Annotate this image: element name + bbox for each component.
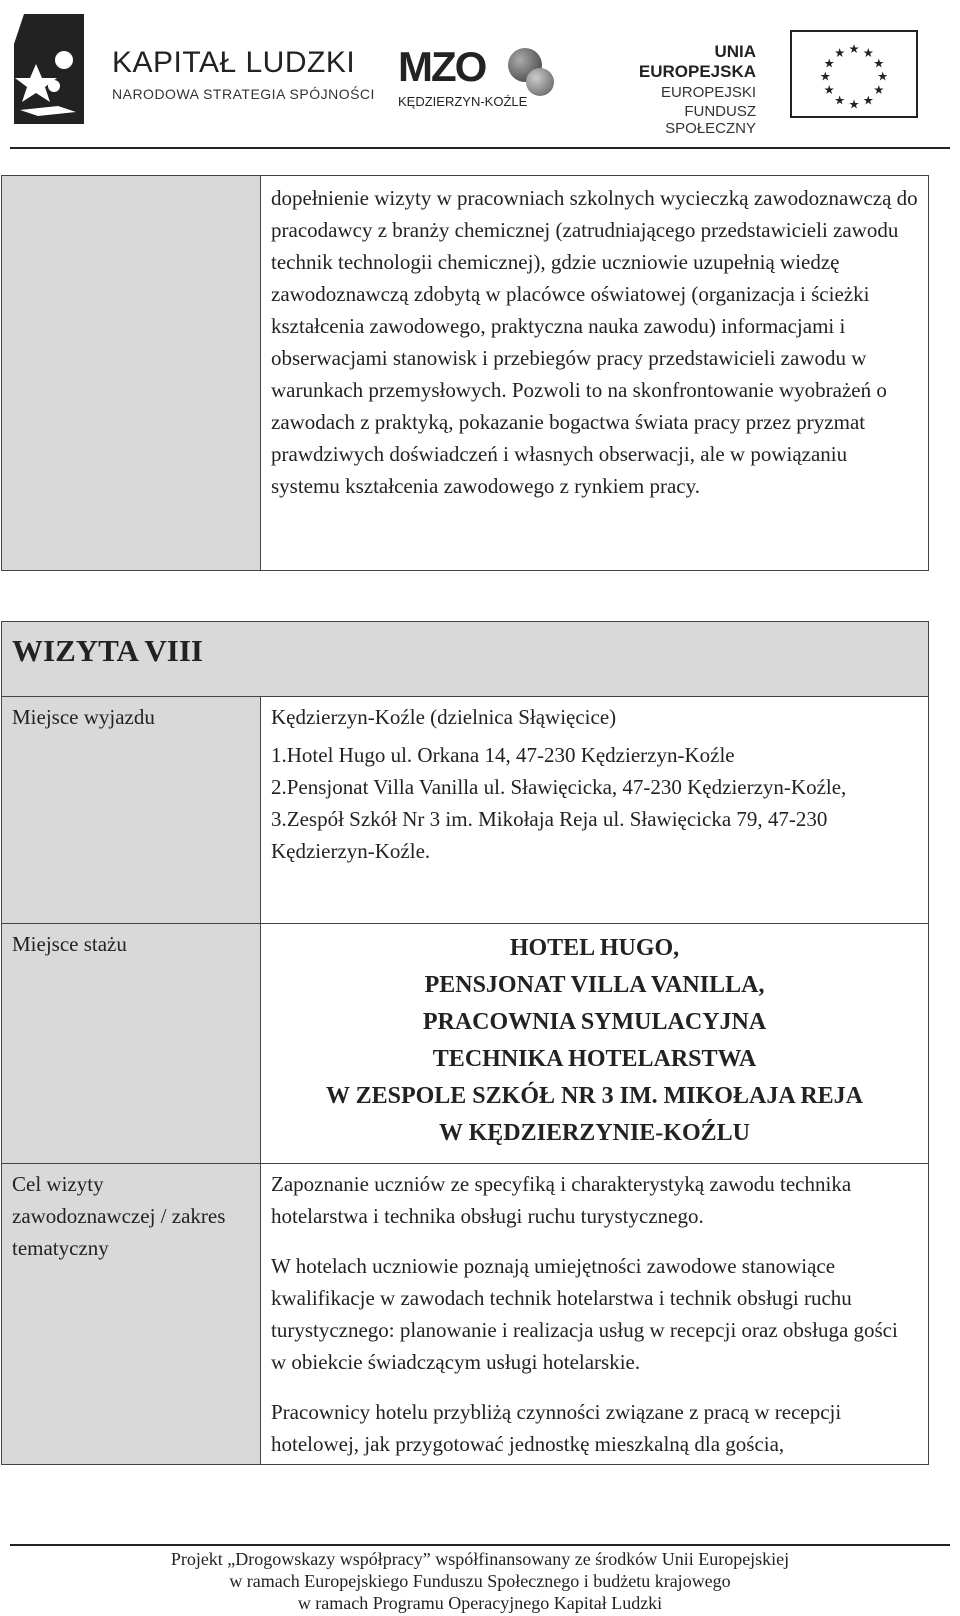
goal-paragraph: Zapoznanie uczniów ze specyfiką i charakterystyką zawodu technika hotelarstwa i technika obsługi ruchu turystycznego. (271, 1172, 852, 1228)
svg-text:★: ★ (877, 68, 889, 84)
visit-title-row (2, 622, 929, 697)
mzo-ball-icon (526, 68, 554, 96)
goal-label-cell (2, 1164, 261, 1465)
departure-label-cell (2, 697, 261, 924)
footer-line: Projekt „Drogowskazy współpracy” współfinansowany ze środków Unii Europejskiej (170, 1549, 790, 1569)
visit-table (1, 621, 929, 1465)
footer-line: w ramach Europejskiego Funduszu Społecznego i budżetu krajowego (229, 1571, 731, 1591)
goal-paragraph: W hotelach uczniowie poznają umiejętności zawodowe stanowiące kwalifikacje w zawodach technik hotelarstwa i technik obsługi ruchu turystycznego: planowanie i realizacja usług w recepcji oraz obsługa gości w obiekcie świadczącym usługi hotelarskie. (271, 1254, 898, 1374)
kapital-ludzki-text (112, 48, 375, 102)
departure-row (2, 697, 929, 924)
departure-value: Kędzierzyn-Koźle (dzielnica Słąwięcice) (271, 705, 617, 729)
internship-line: HOTEL HUGO, (509, 935, 680, 961)
svg-text:★: ★ (834, 44, 846, 60)
header-divider (10, 147, 950, 149)
continuation-label-cell (2, 176, 261, 571)
mzo-logo-text: MZO (398, 43, 486, 90)
svg-text:★: ★ (819, 68, 831, 84)
address-item: 2.Pensjonat Villa Vanilla ul. Sławięcicka, 47-230 Kędzierzyn-Koźle, (271, 775, 847, 799)
address-item: 3.Zespół Szkół Nr 3 im. Mikołaja Reja ul. Sławięcicka 79, 47-230 Kędzierzyn-Koźle. (271, 807, 828, 863)
internship-line: W ZESPOLE SZKÓŁ NR 3 IM. MIKOŁAJA REJA (326, 1083, 863, 1109)
svg-text:★: ★ (873, 82, 885, 98)
internship-line: PRACOWNIA SYMULACYJNA (422, 1009, 767, 1035)
continuation-table (1, 175, 929, 571)
eu-flag-icon (790, 30, 918, 118)
visit-title: WIZYTA VIII (12, 633, 203, 668)
internship-label-cell (2, 924, 261, 1164)
goal-paragraph: Pracownicy hotelu przybliżą czynności związane z pracą w recepcji hotelowej, jak przygotować jednostkę mieszkalną dla gościa, (271, 1400, 842, 1456)
svg-text:★: ★ (862, 44, 874, 60)
departure-value-cell (261, 697, 929, 924)
eu-title: UNIA EUROPEJSKA (638, 42, 756, 81)
internship-line: W KĘDZIERZYNIE-KOŹLU (439, 1120, 750, 1146)
footer-line: w ramach Programu Operacyjnego Kapitał Ludzki (297, 1593, 663, 1613)
eu-fund-line1: EUROPEJSKI (660, 84, 756, 101)
goal-text (261, 1164, 928, 1464)
goal-row (2, 1164, 929, 1465)
kapital-ludzki-title: KAPITAŁ LUDZKI (112, 46, 356, 79)
svg-text:★: ★ (862, 92, 874, 108)
internship-row (2, 924, 929, 1164)
svg-text:★: ★ (823, 55, 835, 71)
svg-text:★: ★ (823, 82, 835, 98)
footer-divider (10, 1544, 950, 1546)
continuation-text: dopełnienie wizyty w pracowniach szkolnych wycieczką zawodoznawczą do pracodawcy z branży chemicznej (zatrudniającego przedstawicieli zawodu technik technologii chemicznej), gdzie uczniowie uzupełnią wiedzę zawodoznawczą zdobytą w placówce oświatowej (organizacja i ścieżki kształcenia zawodowego, praktyczna nauka zawodu) informacjami i obserwacjami stanowisk i przebiegów pracy przedstawicieli zawodu w warunkach przemysłowych. Pozwoli to na skonfrontowanie wyobrażeń o zawodach z praktyką, pokazanie bogactwa świata pracy przez pryzmat prawdziwych doświadczeń i własnych obserwacji, ale w powiązaniu systemu kształcenia zawodowego z rynkiem pracy. (271, 186, 918, 498)
goal-value-cell (261, 1164, 929, 1465)
internship-label: Miejsce stażu (12, 932, 127, 956)
eu-fund-line2: FUNDUSZ SPOŁECZNY (665, 103, 756, 137)
svg-text:★: ★ (848, 96, 860, 112)
svg-text:★: ★ (848, 41, 860, 56)
visit-title-cell (2, 622, 929, 697)
internship-line: TECHNIKA HOTELARSTWA (432, 1046, 757, 1072)
internship-line: PENSJONAT VILLA VANILLA, (424, 972, 765, 998)
mzo-logo (398, 43, 568, 116)
internship-places (261, 924, 928, 1158)
continuation-row (2, 176, 929, 571)
goal-label: Cel wizyty zawodoznawczej / zakres tematyczny (12, 1172, 226, 1260)
page-footer (0, 1548, 960, 1614)
continuation-text-cell (261, 176, 929, 571)
address-list (261, 737, 928, 867)
kapital-ludzki-logo-icon (14, 14, 84, 124)
svg-text:★: ★ (873, 55, 885, 71)
mzo-city: KĘDZIERZYN-KOŹLE (398, 94, 528, 109)
page-header (0, 0, 960, 150)
departure-label: Miejsce wyjazdu (12, 705, 155, 729)
address-item: 1.Hotel Hugo ul. Orkana 14, 47-230 Kędzierzyn-Koźle (271, 743, 735, 767)
eu-text (600, 42, 756, 137)
kapital-ludzki-subtitle: NARODOWA STRATEGIA SPÓJNOŚCI (112, 86, 375, 102)
internship-value-cell (261, 924, 929, 1164)
svg-text:★: ★ (834, 92, 846, 108)
